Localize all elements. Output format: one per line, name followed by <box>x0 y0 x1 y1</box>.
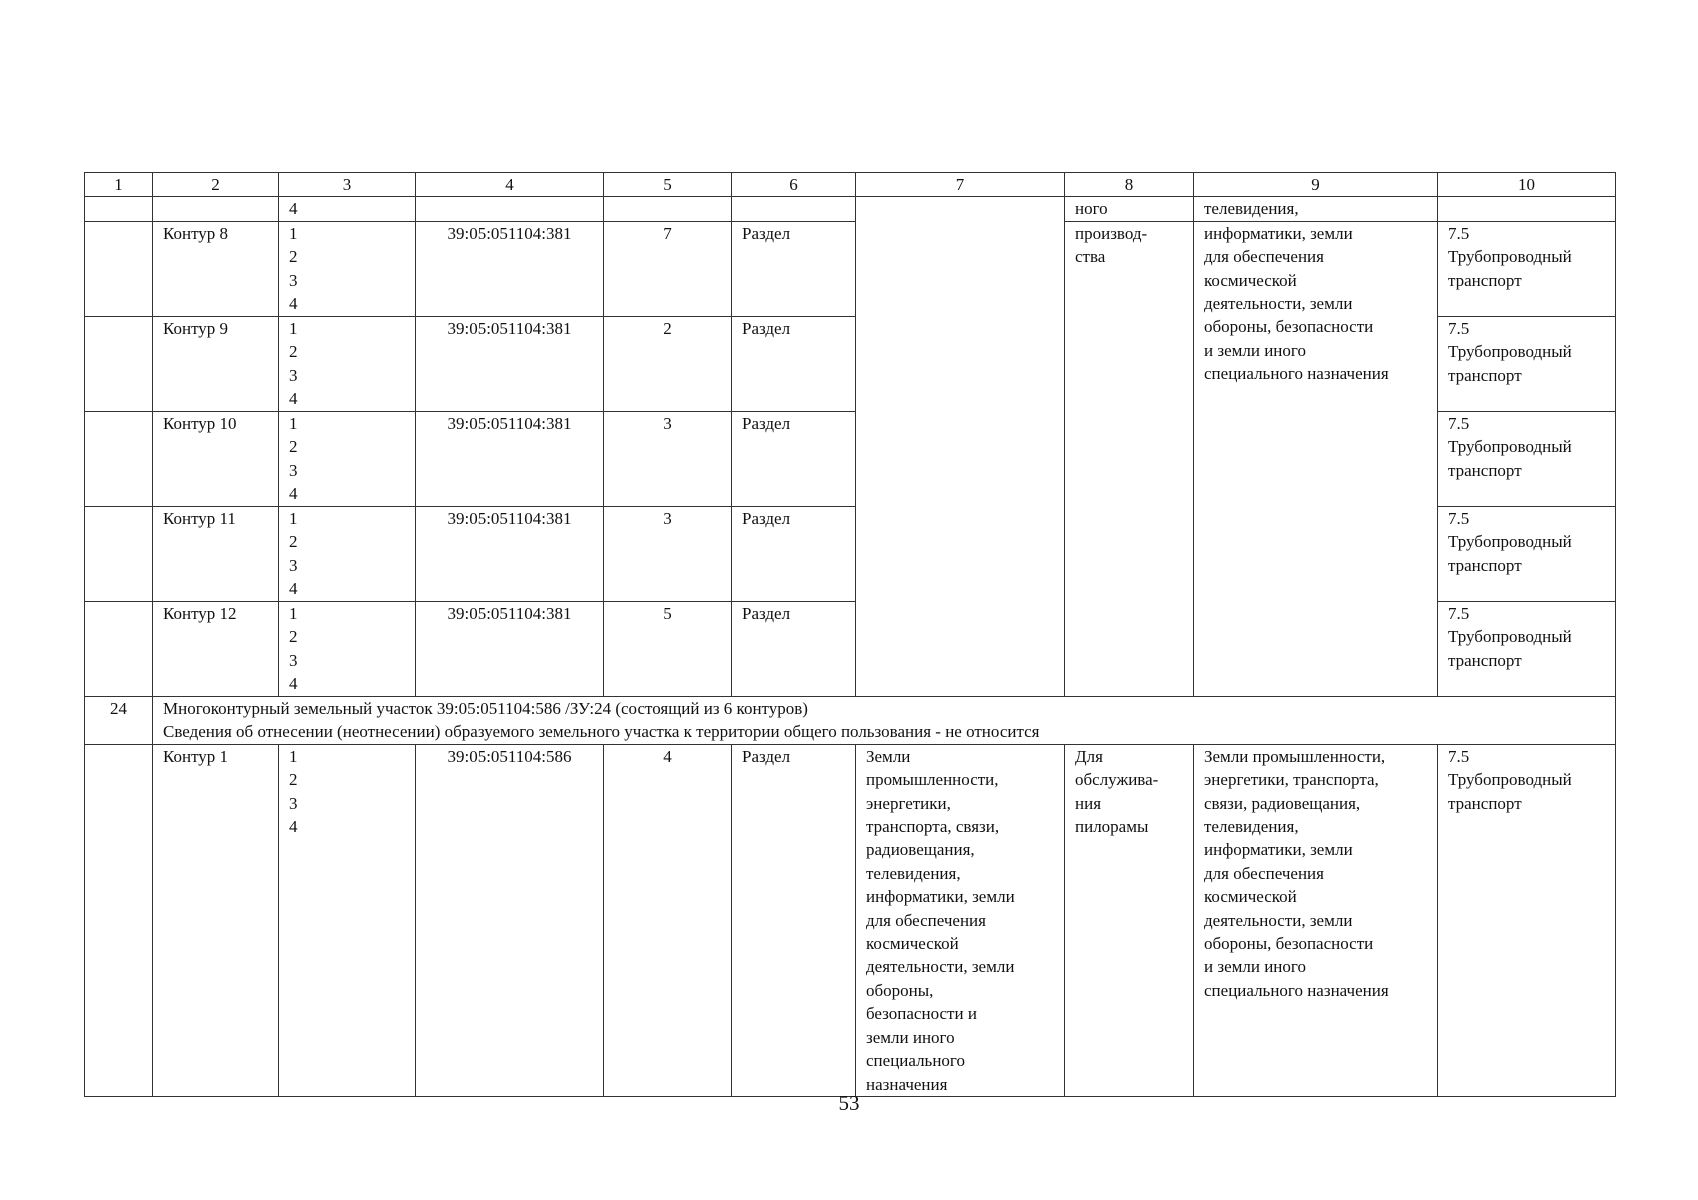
cell-purpose: Для обслужива- ния пилорамы <box>1065 744 1194 1096</box>
cell-cadastral: 39:05:051104:381 <box>416 221 604 316</box>
cell-kind: Раздел <box>732 221 856 316</box>
cell-contour: Контур 9 <box>153 316 279 411</box>
cell-cadastral: 39:05:051104:381 <box>416 601 604 696</box>
cell-empty <box>604 197 732 221</box>
cell-land-category: информатики, земли для обеспечения космической деятельности, земли обороны, безопасности и земли иного специального назначения <box>1194 221 1438 696</box>
cell-area: 5 <box>604 601 732 696</box>
cell-empty <box>1438 197 1616 221</box>
table-row <box>85 744 1616 1096</box>
cell-points: 1 2 3 4 <box>279 316 416 411</box>
cell-area: 3 <box>604 411 732 506</box>
cell-land-category: телевидения, <box>1194 197 1438 221</box>
cell-section-number: 24 <box>85 696 153 744</box>
page-number: 53 <box>838 1091 860 1115</box>
cell-empty <box>85 411 153 506</box>
cell-cadastral: 39:05:051104:381 <box>416 506 604 601</box>
cell-permitted-use: 7.5 Трубопроводный транспорт <box>1438 221 1616 316</box>
section-title-line: Многоконтурный земельный участок 39:05:051104:586 /ЗУ:24 (состоящий из 6 контуров) <box>163 698 808 718</box>
cell-points: 1 2 3 4 <box>279 506 416 601</box>
column-number: 1 <box>85 173 153 197</box>
cell-kind: Раздел <box>732 506 856 601</box>
cell-empty <box>85 221 153 316</box>
cell-purpose: ного <box>1065 197 1194 221</box>
cell-area: 2 <box>604 316 732 411</box>
cell-contour: Контур 10 <box>153 411 279 506</box>
cell-area: 4 <box>604 744 732 1096</box>
cell-empty <box>85 744 153 1096</box>
column-number: 2 <box>153 173 279 197</box>
cell-permitted-use: 7.5 Трубопроводный транспорт <box>1438 506 1616 601</box>
cell-permitted-use: 7.5 Трубопроводный транспорт <box>1438 744 1616 1096</box>
cell-points: 4 <box>279 197 416 221</box>
cell-empty <box>85 601 153 696</box>
land-plot-table <box>84 172 1616 1097</box>
column-number: 10 <box>1438 173 1616 197</box>
cell-points: 1 2 3 4 <box>279 601 416 696</box>
column-number: 7 <box>856 173 1065 197</box>
column-number: 9 <box>1194 173 1438 197</box>
section-row <box>85 696 1616 744</box>
cell-points: 1 2 3 4 <box>279 744 416 1096</box>
cell-contour: Контур 12 <box>153 601 279 696</box>
cell-land-category-short: Земли промышленности, энергетики, транспорта, связи, радиовещания, телевидения, информатики, земли для обеспечения космической деятельности, земли обороны, безопасности и земли иного специального назначения <box>856 744 1065 1096</box>
cell-kind: Раздел <box>732 316 856 411</box>
section-public-use-line: Сведения об отнесении (неотнесении) образуемого земельного участка к территории общего пользования - не относится <box>163 722 1040 742</box>
cell-permitted-use: 7.5 Трубопроводный транспорт <box>1438 411 1616 506</box>
cell-cadastral: 39:05:051104:586 <box>416 744 604 1096</box>
cell-area: 3 <box>604 506 732 601</box>
cell-area: 7 <box>604 221 732 316</box>
cell-cadastral: 39:05:051104:381 <box>416 411 604 506</box>
cell-permitted-use: 7.5 Трубопроводный транспорт <box>1438 316 1616 411</box>
cell-empty <box>416 197 604 221</box>
column-number: 4 <box>416 173 604 197</box>
cell-points: 1 2 3 4 <box>279 221 416 316</box>
cell-empty <box>732 197 856 221</box>
table-row <box>85 221 1616 316</box>
cell-land-category: Земли промышленности, энергетики, транспорта, связи, радиовещания, телевидения, информатики, земли для обеспечения космической деятельности, земли обороны, безопасности и земли иного специального назначения <box>1194 744 1438 1096</box>
cell-points: 1 2 3 4 <box>279 411 416 506</box>
cell-permitted-use: 7.5 Трубопроводный транспорт <box>1438 601 1616 696</box>
cell-empty <box>153 197 279 221</box>
cell-purpose: производ- ства <box>1065 221 1194 696</box>
column-number: 5 <box>604 173 732 197</box>
cell-contour: Контур 11 <box>153 506 279 601</box>
cell-section-title <box>153 696 1616 744</box>
cell-kind: Раздел <box>732 601 856 696</box>
cell-contour: Контур 1 <box>153 744 279 1096</box>
cell-contour: Контур 8 <box>153 221 279 316</box>
column-number: 6 <box>732 173 856 197</box>
table-row <box>85 197 1616 221</box>
cell-cadastral: 39:05:051104:381 <box>416 316 604 411</box>
cell-empty <box>85 316 153 411</box>
cell-kind: Раздел <box>732 411 856 506</box>
column-number: 3 <box>279 173 416 197</box>
cell-empty <box>85 197 153 221</box>
column-number: 8 <box>1065 173 1194 197</box>
cell-category-empty <box>856 197 1065 696</box>
column-number-row <box>85 173 1616 197</box>
cell-kind: Раздел <box>732 744 856 1096</box>
cell-empty <box>85 506 153 601</box>
